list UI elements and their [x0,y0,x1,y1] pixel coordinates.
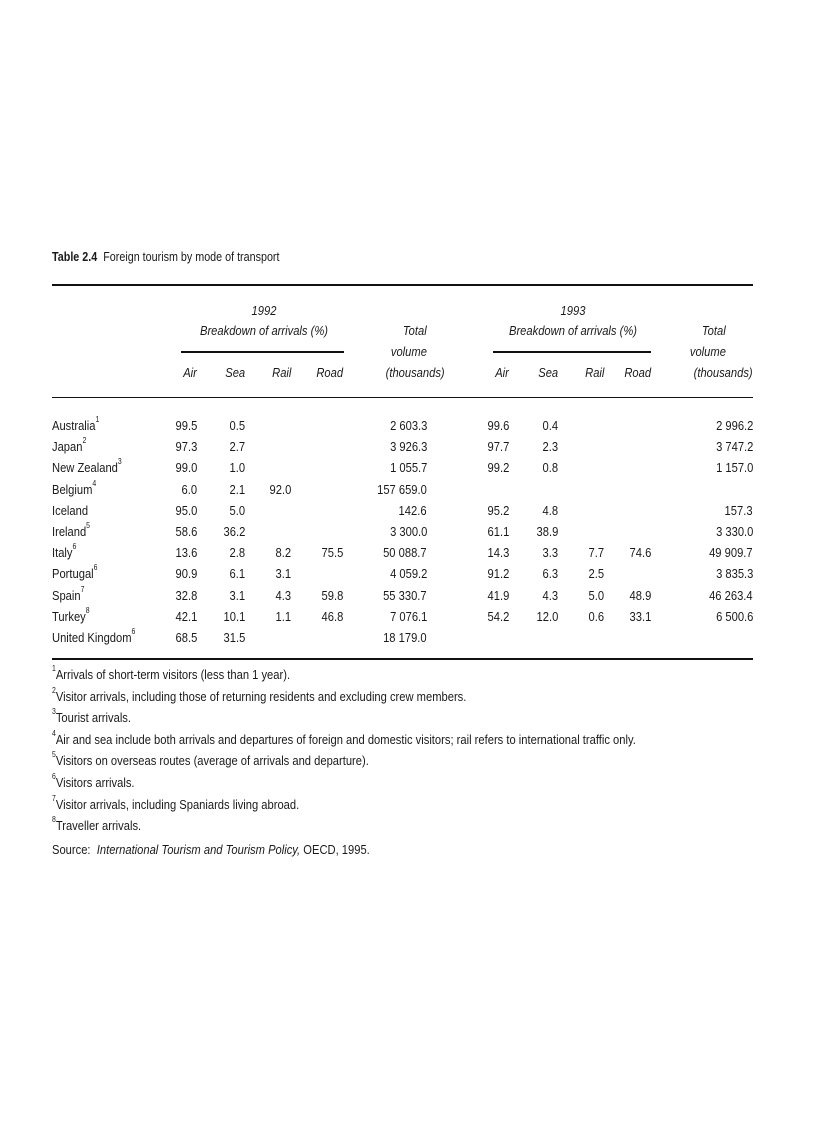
air-1993-cell: 61.1 [487,524,509,539]
road-1993-cell: 33.1 [629,609,651,624]
air-1993-cell: 54.2 [487,609,509,624]
total-1993-line3: (thousands) [693,365,753,380]
country-name: Turkey [52,609,86,624]
country-cell [52,415,100,433]
rail-1992-cell: 92.0 [269,482,291,497]
sea-1993-cell: 4.8 [542,503,558,518]
footnote-marker: 4 [92,479,97,488]
footnote-mark: 8 [52,815,56,824]
total-1992-cell: 1 055.7 [389,460,427,475]
footnote [52,729,636,747]
country-name: Italy [52,545,73,560]
country-name: Ireland [52,524,87,539]
sea-1992-cell: 5.0 [229,503,245,518]
air-1993-cell: 91.2 [487,566,509,581]
air-1992-cell: 99.5 [175,418,197,433]
air-1992-cell: 90.9 [175,566,197,581]
table-number: Table 2.4 [52,250,98,264]
air-1992-cell: 97.3 [175,439,197,454]
sea-1993-cell: 6.3 [542,566,558,581]
country-cell [52,457,122,475]
mode-road-1992: Road [316,365,343,380]
footnote-marker: 6 [93,563,98,572]
mode-sea-1992: Sea [225,365,245,380]
rail-1992-cell: 4.3 [275,588,291,603]
year-1993-header: 1993 [560,303,586,318]
header-bottom-rule [52,397,753,398]
footnote [52,772,135,790]
source-rest: OECD, 1995. [303,842,370,857]
sea-1992-cell: 3.1 [229,588,245,603]
total-1992-cell: 2 603.3 [389,418,427,433]
total-1992-cell: 4 059.2 [389,566,427,581]
road-1992-cell: 59.8 [321,588,343,603]
mode-sea-1993: Sea [538,365,558,380]
country-name: Australia [52,418,96,433]
rail-1993-cell: 0.6 [588,609,604,624]
sea-1992-cell: 10.1 [223,609,245,624]
rail-1992-cell: 8.2 [275,545,291,560]
country-cell [52,504,88,517]
sea-1992-cell: 0.5 [229,418,245,433]
total-1992-line3: (thousands) [385,365,445,380]
footnote-marker: 3 [117,457,122,466]
sea-1993-cell: 4.3 [542,588,558,603]
total-1993-line1: Total [702,323,726,338]
country-name: United Kingdom [52,630,132,645]
sea-1992-cell: 6.1 [229,566,245,581]
country-cell [52,436,87,454]
total-1992-cell: 18 179.0 [383,630,427,645]
footnote [52,794,300,812]
total-1992-cell: 55 330.7 [383,588,427,603]
source-title: International Tourism and Tourism Policy, [96,842,301,857]
footnote-mark: 6 [52,772,56,781]
country-name: New Zealand [52,460,118,475]
sea-1992-cell: 1.0 [229,460,245,475]
footnote-text: Visitor arrivals, including those of returning residents and excluding crew members. [55,689,467,704]
table-title: Foreign tourism by mode of transport [103,250,280,264]
air-1992-cell: 32.8 [175,588,197,603]
total-1992-cell: 142.6 [399,503,427,518]
footnote-text: Visitors arrivals. [55,775,135,790]
footnote-marker: 7 [80,585,85,594]
breakdown-1992-header: Breakdown of arrivals (%) [199,323,328,338]
country-name: Belgium [52,482,93,497]
air-1993-cell: 99.2 [487,460,509,475]
country-cell [52,542,77,560]
total-1993-cell: 3 835.3 [715,566,753,581]
footnote-text: Air and sea include both arrivals and departures of foreign and domestic visitors; rail refers to international traffic only. [55,732,636,747]
country-cell [52,627,136,645]
footnote-marker: 5 [86,521,91,530]
footnote [52,750,369,768]
breakdown-1992-rule [181,351,344,353]
total-1992-cell: 157 659.0 [377,482,427,497]
footnote-text: Tourist arrivals. [55,710,132,725]
air-1993-cell: 14.3 [487,545,509,560]
sea-1993-cell: 0.4 [542,418,558,433]
road-1992-cell: 46.8 [321,609,343,624]
sea-1992-cell: 36.2 [223,524,245,539]
sea-1993-cell: 0.8 [542,460,558,475]
source-label: Source: [52,842,91,857]
sea-1993-cell: 2.3 [542,439,558,454]
rail-1992-cell: 1.1 [275,609,291,624]
sea-1993-cell: 3.3 [542,545,558,560]
total-1993-cell: 49 909.7 [709,545,753,560]
footnote-marker: 8 [85,606,90,615]
sea-1993-cell: 38.9 [536,524,558,539]
mode-rail-1993: Rail [584,365,604,380]
road-1992-cell: 75.5 [321,545,343,560]
total-1992-line1: Total [403,323,427,338]
breakdown-1993-rule [493,351,651,353]
rail-1993-cell: 5.0 [588,588,604,603]
footnote-mark: 4 [52,729,56,738]
sea-1992-cell: 2.8 [229,545,245,560]
footnote [52,686,467,704]
air-1992-cell: 95.0 [175,503,197,518]
air-1992-cell: 42.1 [175,609,197,624]
air-1992-cell: 6.0 [181,482,197,497]
footnote-mark: 3 [52,707,56,716]
footnote-text: Arrivals of short-term visitors (less than 1 year). [55,667,291,682]
country-name: Japan [52,439,83,454]
road-1993-cell: 74.6 [629,545,651,560]
total-1992-cell: 7 076.1 [389,609,427,624]
mode-air-1992: Air [183,365,197,380]
table-caption [52,250,279,264]
country-cell [52,479,97,497]
total-1993-cell: 46 263.4 [709,588,753,603]
total-1992-cell: 50 088.7 [383,545,427,560]
footnote-mark: 2 [52,686,56,695]
rail-1993-cell: 2.5 [588,566,604,581]
breakdown-1993-header: Breakdown of arrivals (%) [508,323,637,338]
footnote-mark: 7 [52,794,56,803]
country-name: Spain [52,588,81,603]
year-1992-header: 1992 [251,303,277,318]
footnote-mark: 5 [52,750,56,759]
sea-1993-cell: 12.0 [536,609,558,624]
footnote-marker: 6 [131,627,136,636]
air-1993-cell: 95.2 [487,503,509,518]
road-1993-cell: 48.9 [629,588,651,603]
sea-1992-cell: 2.7 [229,439,245,454]
air-1992-cell: 58.6 [175,524,197,539]
total-1993-cell: 1 157.0 [715,460,753,475]
air-1992-cell: 68.5 [175,630,197,645]
rail-1992-cell: 3.1 [275,566,291,581]
footnote-text: Visitors on overseas routes (average of arrivals and departure). [55,753,369,768]
footnote-marker: 2 [82,436,87,445]
air-1992-cell: 13.6 [175,545,197,560]
total-1993-cell: 3 747.2 [715,439,753,454]
sea-1992-cell: 31.5 [223,630,245,645]
total-1993-cell: 6 500.6 [715,609,753,624]
country-name: Iceland [52,503,89,518]
footnote-marker: 1 [95,415,100,424]
total-1992-line2: volume [390,344,427,359]
sea-1992-cell: 2.1 [229,482,245,497]
rail-1993-cell: 7.7 [588,545,604,560]
country-cell [52,606,90,624]
country-name: Portugal [52,566,94,581]
air-1992-cell: 99.0 [175,460,197,475]
total-1992-cell: 3 300.0 [389,524,427,539]
table-bottom-rule [52,658,753,660]
source-line [52,843,370,856]
country-cell [52,521,91,539]
air-1993-cell: 41.9 [487,588,509,603]
footnote [52,707,132,725]
mode-air-1993: Air [495,365,509,380]
footnote [52,815,142,833]
footnote-text: Visitor arrivals, including Spaniards living abroad. [55,797,300,812]
air-1993-cell: 99.6 [487,418,509,433]
total-1993-cell: 3 330.0 [715,524,753,539]
country-cell [52,585,85,603]
total-1993-cell: 157.3 [725,503,753,518]
footnote-marker: 6 [72,542,77,551]
total-1993-cell: 2 996.2 [715,418,753,433]
footnote-mark: 1 [52,664,56,673]
mode-road-1993: Road [624,365,651,380]
mode-rail-1992: Rail [271,365,291,380]
total-1992-cell: 3 926.3 [389,439,427,454]
footnote-text: Traveller arrivals. [55,818,142,833]
air-1993-cell: 97.7 [487,439,509,454]
table-top-rule [52,284,753,286]
country-cell [52,563,98,581]
footnote [52,664,291,682]
total-1993-line2: volume [689,344,726,359]
